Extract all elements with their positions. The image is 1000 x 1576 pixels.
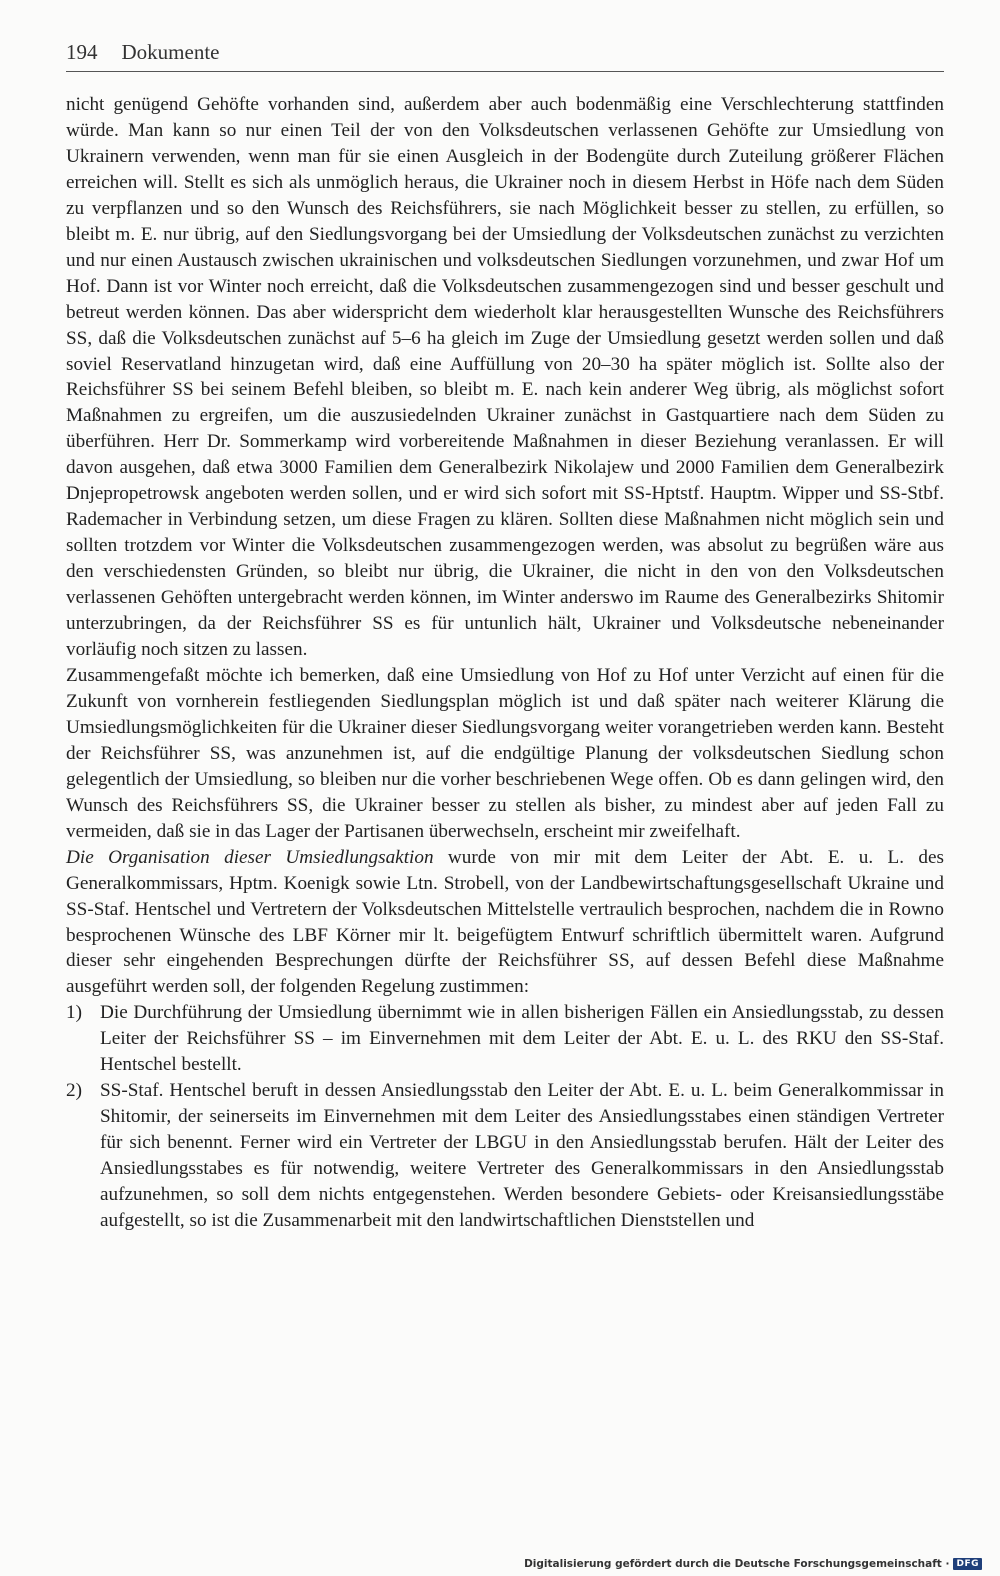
organisation-paragraph	[66, 845, 944, 1001]
list-number: 1)	[66, 1002, 82, 1024]
italic-lead: Die Organisation dieser Umsiedlungsaktion	[66, 846, 434, 868]
section-title: Dokumente	[121, 40, 220, 64]
digitization-note: Digitalisierung gefördert durch die Deutsche Forschungsgemeinschaft ·	[524, 1558, 950, 1570]
list-text: SS-Staf. Hentschel beruft in dessen Ansiedlungsstab den Leiter der Abt. E. u. L. beim Generalkommissar in Shitomir, der seinerseits im Einvernehmen mit dem Leiter des Ansiedlungsstabes einen ständigen Vertreter für sich benennt. Ferner wird ein Vertreter der LBGU in den Ansiedlungsstab berufen. Hält der Leiter des Ansiedlungsstabes es für notwendig, weitere Vertreter des Generalkommissars in den Ansiedlungsstab aufzunehmen, so soll dem nichts entgegenstehen. Werden besondere Gebiets- oder Kreisansiedlungsstäbe aufgestellt, so ist die Zusammenarbeit mit den landwirtschaftlichen Dienststellen und	[100, 1080, 944, 1231]
list-item	[66, 1078, 944, 1234]
page-number: 194	[66, 40, 98, 64]
digitization-footer	[524, 1558, 982, 1570]
list-item	[66, 1000, 944, 1078]
document-body	[66, 92, 944, 1234]
body-paragraph: Zusammengefaßt möchte ich bemerken, daß eine Umsiedlung von Hof zu Hof unter Verzicht auf einen für die Zukunft von vornherein festliegenden Siedlungsplan möglich ist und daß später nach weiterer Klärung die Umsiedlungsmöglichkeiten für die Ukrainer dieser Siedlungsvorgang weiter vorangetrieben werden kann. Besteht der Reichsführer SS, was anzunehmen ist, auf die endgültige Planung der volksdeutschen Siedlung schon gelegentlich der Umsiedlung, so bleiben nur die vorher beschriebenen Wege offen. Ob es dann gelingen wird, den Wunsch des Reichsführers SS, die Ukrainer besser zu stellen als bisher, zu mindest aber auf jeden Fall zu vermeiden, daß sie in das Lager der Partisanen überwechseln, erscheint mir zweifelhaft.	[66, 664, 944, 842]
document-page	[66, 40, 944, 1234]
organisation-text: wurde von mir mit dem Leiter der Abt. E. u. L. des Generalkommissars, Hptm. Koenigk sowie Ltn. Strobell, von der Landbewirtschaftungsgesellschaft Ukraine und SS-Staf. Hentschel und Vertretern der Volksdeutschen Mittelstelle vertraulich besprochen, nachdem die in Rowno besprochenen Wünsche des LBF Körner mir lt. beigefügtem Entwurf schriftlich übermittelt waren. Aufgrund dieser sehr eingehenden Besprechungen dürfte der Reichsführer SS, auf dessen Befehl diese Maßnahme ausgeführt werden soll, der folgenden Regelung zustimmen:	[66, 846, 944, 998]
dfg-logo: DFG	[953, 1558, 982, 1570]
page-header	[66, 40, 944, 72]
body-paragraph: nicht genügend Gehöfte vorhanden sind, außerdem aber auch bodenmäßig eine Verschlechterung stattfinden würde. Man kann so nur einen Teil der von den Volksdeutschen verlassenen Gehöfte zur Umsiedlung von Ukrainern verwenden, wenn man für sie einen Ausgleich in der Bodengüte durch Zuteilung größerer Flächen erreichen will. Stellt es sich als unmöglich heraus, die Ukrainer noch in diesem Herbst in Höfe nach dem Süden zu verpflanzen und so den Wunsch des Reichsführers, sie nach Möglichkeit besser zu stellen, zu erfüllen, so bleibt m. E. nur übrig, auf den Siedlungsvorgang bei der Umsiedlung der Volksdeutschen zunächst zu verzichten und nur einen Austausch zwischen ukrainischen und volksdeutschen Siedlungen vorzunehmen, und zwar Hof um Hof. Dann ist vor Winter noch erreicht, daß die Volksdeutschen zusammengezogen sind und besser geschult und betreut werden können. Das aber widerspricht dem wiederholt klar herausgestellten Wunsche des Reichsführers SS, daß die Volksdeutschen zunächst auf 5–6 ha gleich im Zuge der Umsiedlung gesetzt werden sollen und daß soviel Reservatland hinzugetan wird, daß eine Auffüllung von 20–30 ha später möglich ist. Sollte also der Reichsführer SS bei seinem Befehl bleiben, so bleibt m. E. nach kein anderer Weg übrig, als möglichst sofort Maßnahmen zu ergreifen, um die auszusiedelnden Ukrainer zunächst in Gastquartiere nach dem Süden zu überführen. Herr Dr. Sommerkamp wird vorbereitende Maßnahmen in dieser Beziehung veranlassen. Er will davon ausgehen, daß etwa 3000 Familien dem Generalbezirk Nikolajew und 2000 Familien dem Generalbezirk Dnjepropetrowsk angeboten werden sollen, und er wird sich sofort mit SS-Hptstf. Hauptm. Wipper und SS-Stbf. Rademacher in Verbindung setzen, um diese Fragen zu klären. Sollten diese Maßnahmen nicht möglich sein und sollten trotzdem vor Winter die Volksdeutschen zusammengezogen werden, was absolut zu begrüßen wäre aus den verschiedensten Gründen, so bleibt nur übrig, die Ukrainer, die nicht in den von den Volksdeutschen verlassenen Gehöften untergebracht werden können, im Winter anderswo im Raume des Generalbezirks Shitomir unterzubringen, da der Reichsführer SS es für untunlich hält, Ukrainer und Volksdeutsche nebeneinander vorläufig noch sitzen zu lassen.	[66, 94, 944, 661]
list-text: Die Durchführung der Umsiedlung übernimmt wie in allen bisherigen Fällen ein Ansiedlungsstab, zu dessen Leiter der Reichsführer SS – im Einvernehmen mit dem Leiter der Abt. E. u. L. des RKU den SS-Staf. Hentschel bestellt.	[100, 1002, 944, 1076]
list-number: 2)	[66, 1080, 82, 1102]
